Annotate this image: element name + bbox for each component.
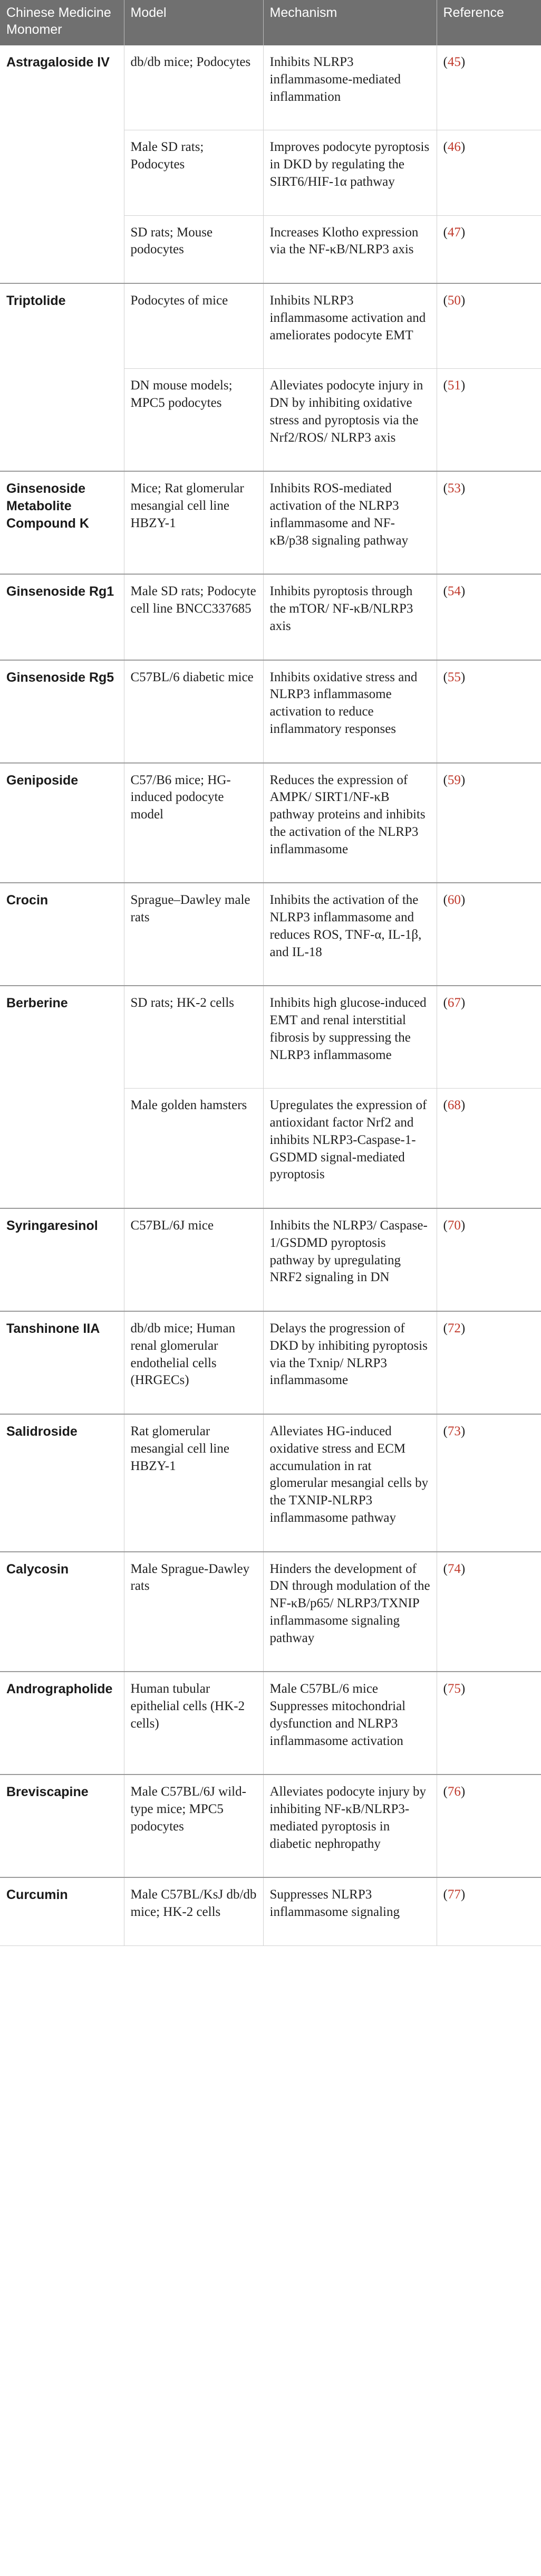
monomer-cell: Calycosin (0, 1552, 124, 1672)
mechanism-cell: Delays the progression of DKD by inhibiting pyroptosis via the Txnip/ NLRP3 inflammasome (263, 1311, 437, 1414)
reference-cell: (73) (437, 1414, 541, 1552)
table-body (0, 45, 541, 1945)
reference-cell: (68) (437, 1089, 541, 1208)
monomer-cell: Crocin (0, 883, 124, 986)
mechanism-cell: Suppresses NLRP3 inflammasome signaling (263, 1877, 437, 1945)
reference-link[interactable]: 51 (447, 378, 461, 393)
mechanism-cell: Increases Klotho expression via the NF-κB/NLRP3 axis (263, 215, 437, 283)
model-cell: Male C57BL/KsJ db/db mice; HK-2 cells (124, 1877, 263, 1945)
model-cell: C57BL/6 diabetic mice (124, 660, 263, 763)
table-row (0, 1552, 541, 1672)
mechanism-cell: Inhibits the NLRP3/ Caspase-1/GSDMD pyroptosis pathway by upregulating NRF2 signaling in DN (263, 1208, 437, 1311)
reference-link[interactable]: 68 (447, 1098, 461, 1113)
mechanism-cell: Inhibits NLRP3 inflammasome activation and ameliorates podocyte EMT (263, 283, 437, 369)
table-row (0, 1414, 541, 1552)
model-cell: Male golden hamsters (124, 1089, 263, 1208)
mechanism-cell: Alleviates podocyte injury in DN by inhibiting oxidative stress and pyroptosis via the Nrf2/ROS/ NLRP3 axis (263, 369, 437, 472)
table-row (0, 471, 541, 574)
model-cell: DN mouse models; MPC5 podocytes (124, 369, 263, 472)
reference-link[interactable]: 74 (447, 1561, 461, 1576)
table-row (0, 883, 541, 986)
model-cell: C57BL/6J mice (124, 1208, 263, 1311)
reference-cell: (53) (437, 471, 541, 574)
mechanism-cell: Alleviates HG-induced oxidative stress and ECM accumulation in rat glomerular mesangial cells by the TXNIP-NLRP3 inflammasome pathway (263, 1414, 437, 1552)
model-cell: db/db mice; Podocytes (124, 45, 263, 130)
reference-cell: (54) (437, 574, 541, 660)
model-cell: SD rats; Mouse podocytes (124, 215, 263, 283)
reference-link[interactable]: 47 (447, 225, 461, 240)
model-cell: SD rats; HK-2 cells (124, 986, 263, 1089)
monomer-cell: Syringaresinol (0, 1208, 124, 1311)
reference-link[interactable]: 46 (447, 140, 461, 155)
model-cell: C57/B6 mice; HG-induced podocyte model (124, 763, 263, 883)
reference-link[interactable]: 53 (447, 481, 461, 496)
reference-cell: (72) (437, 1311, 541, 1414)
monomer-cell: Berberine (0, 986, 124, 1208)
monomer-cell: Curcumin (0, 1877, 124, 1945)
table-row (0, 574, 541, 660)
table-row (0, 1877, 541, 1945)
reference-cell: (77) (437, 1877, 541, 1945)
reference-link[interactable]: 55 (447, 670, 461, 684)
header-row (0, 0, 541, 45)
mechanism-cell: Reduces the expression of AMPK/ SIRT1/NF-κB pathway proteins and inhibits the activation of the NLRP3 inflammasome (263, 763, 437, 883)
reference-link[interactable]: 67 (447, 996, 461, 1010)
reference-link[interactable]: 59 (447, 772, 461, 787)
reference-link[interactable]: 73 (447, 1424, 461, 1438)
mechanism-cell: Hinders the development of DN through modulation of the NF-κB/p65/ NLRP3/TXNIP inflammasome signaling pathway (263, 1552, 437, 1672)
model-cell: Male SD rats; Podocytes (124, 130, 263, 215)
monomer-cell: Andrographolide (0, 1672, 124, 1774)
mechanism-cell: Inhibits high glucose-induced EMT and renal interstitial fibrosis by suppressing the NLRP3 inflammasome (263, 986, 437, 1089)
reference-link[interactable]: 72 (447, 1321, 461, 1335)
model-cell: Human tubular epithelial cells (HK-2 cells) (124, 1672, 263, 1774)
monomer-cell: Salidroside (0, 1414, 124, 1552)
header-mechanism: Mechanism (263, 0, 437, 45)
mechanism-cell: Inhibits NLRP3 inflammasome-mediated inflammation (263, 45, 437, 130)
mechanism-cell: Alleviates podocyte injury by inhibiting NF-κB/NLRP3-mediated pyroptosis in diabetic nephropathy (263, 1774, 437, 1877)
table-row (0, 1208, 541, 1311)
table-row (0, 283, 541, 369)
mechanism-cell: Improves podocyte pyroptosis in DKD by regulating the SIRT6/HIF-1α pathway (263, 130, 437, 215)
reference-cell: (55) (437, 660, 541, 763)
reference-link[interactable]: 50 (447, 293, 461, 308)
monomer-cell: Ginsenoside Metabolite Compound K (0, 471, 124, 574)
reference-link[interactable]: 60 (447, 893, 461, 908)
monomer-cell: Tanshinone IIA (0, 1311, 124, 1414)
table-row (0, 986, 541, 1089)
reference-cell: (75) (437, 1672, 541, 1774)
reference-cell: (74) (437, 1552, 541, 1672)
header-model: Model (124, 0, 263, 45)
mechanism-cell: Male C57BL/6 mice Suppresses mitochondrial dysfunction and NLRP3 inflammasome activation (263, 1672, 437, 1774)
reference-cell: (50) (437, 283, 541, 369)
model-cell: Podocytes of mice (124, 283, 263, 369)
reference-cell: (51) (437, 369, 541, 472)
reference-link[interactable]: 77 (447, 1887, 461, 1902)
reference-cell: (70) (437, 1208, 541, 1311)
mechanism-cell: Inhibits pyroptosis through the mTOR/ NF-κB/NLRP3 axis (263, 574, 437, 660)
table-header (0, 0, 541, 45)
monomer-cell: Ginsenoside Rg5 (0, 660, 124, 763)
model-cell: Male Sprague-Dawley rats (124, 1552, 263, 1672)
model-cell: Male SD rats; Podocyte cell line BNCC337685 (124, 574, 263, 660)
model-cell: Male C57BL/6J wild-type mice; MPC5 podocytes (124, 1774, 263, 1877)
model-cell: Rat glomerular mesangial cell line HBZY-1 (124, 1414, 263, 1552)
reference-cell: (76) (437, 1774, 541, 1877)
monomer-cell: Breviscapine (0, 1774, 124, 1877)
mechanism-cell: Inhibits the activation of the NLRP3 inflammasome and reduces ROS, TNF-α, IL-1β, and IL-18 (263, 883, 437, 986)
table-row (0, 45, 541, 130)
monomer-cell: Astragaloside IV (0, 45, 124, 283)
reference-link[interactable]: 76 (447, 1785, 461, 1799)
model-cell: db/db mice; Human renal glomerular endothelial cells (HRGECs) (124, 1311, 263, 1414)
reference-cell: (67) (437, 986, 541, 1089)
table-row (0, 660, 541, 763)
reference-link[interactable]: 70 (447, 1218, 461, 1233)
reference-cell: (45) (437, 45, 541, 130)
table-row (0, 763, 541, 883)
reference-link[interactable]: 54 (447, 584, 461, 599)
mechanism-cell: Inhibits ROS-mediated activation of the NLRP3 inflammasome and NF-κB/p38 signaling pathway (263, 471, 437, 574)
reference-cell: (47) (437, 215, 541, 283)
reference-cell: (60) (437, 883, 541, 986)
reference-link[interactable]: 45 (447, 55, 461, 69)
header-reference: Reference (437, 0, 541, 45)
header-monomer: Chinese Medicine Monomer (0, 0, 124, 45)
mechanism-cell: Upregulates the expression of antioxidant factor Nrf2 and inhibits NLRP3-Caspase-1-GSDMD signal-mediated pyroptosis (263, 1089, 437, 1208)
table-row (0, 1774, 541, 1877)
reference-cell: (46) (437, 130, 541, 215)
reference-cell: (59) (437, 763, 541, 883)
monomer-cell: Geniposide (0, 763, 124, 883)
model-cell: Sprague–Dawley male rats (124, 883, 263, 986)
monomer-cell: Ginsenoside Rg1 (0, 574, 124, 660)
model-cell: Mice; Rat glomerular mesangial cell line HBZY-1 (124, 471, 263, 574)
monomer-cell: Triptolide (0, 283, 124, 471)
table-row (0, 1672, 541, 1774)
reference-link[interactable]: 75 (447, 1682, 461, 1696)
table-row (0, 1311, 541, 1414)
mechanism-cell: Inhibits oxidative stress and NLRP3 inflammasome activation to reduce inflammatory responses (263, 660, 437, 763)
